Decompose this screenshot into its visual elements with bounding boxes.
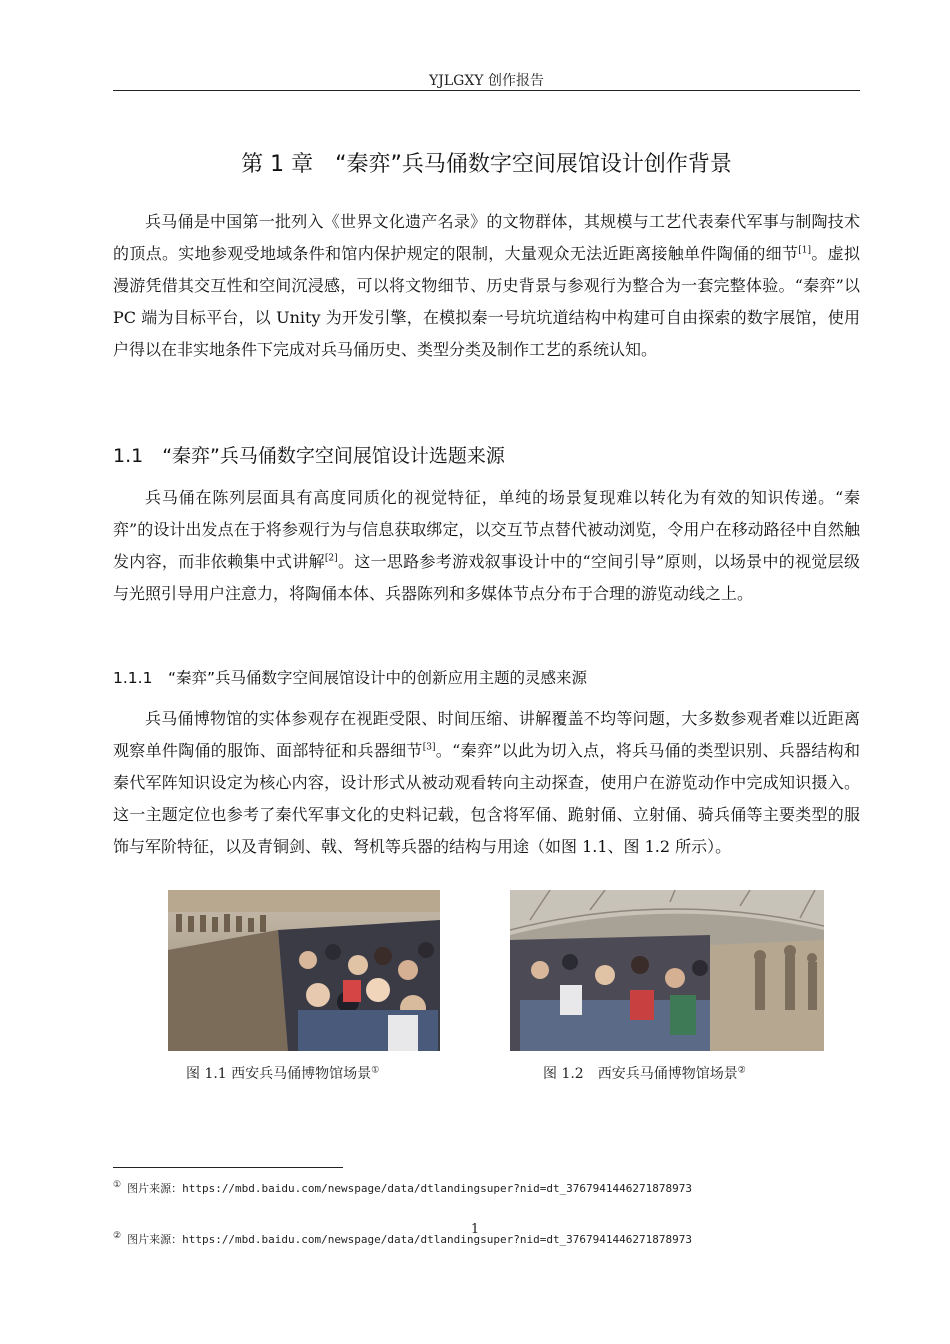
header-rule [113, 90, 860, 91]
footnote-rule [113, 1167, 343, 1168]
section-heading: 1.1 “秦弈”兵马俑数字空间展馆设计选题来源 [113, 445, 505, 467]
figure-1-2-photo [510, 890, 824, 1051]
footnote-1-text: 图片来源：https://mbd.baidu.com/newspage/data/dtlandingsuper?nid=dt_3767941446271878973 [127, 1182, 693, 1195]
intro-text-a: 兵马俑是中国第一批列入《世界文化遗产名录》的文物群体，其规模与工艺代表秦代军事与制陶技术的顶点。实地参观受地域条件和馆内保护规定的限制，大量观众无法近距离接触单件陶俑的细节 [113, 212, 860, 263]
footnote-2-mark: ② [113, 1231, 122, 1242]
figure-1-1-photo [168, 890, 440, 1051]
figure-1-2-caption-text: 图 1.2 西安兵马俑博物馆场景 [543, 1066, 738, 1082]
intro-text-b: 。虚拟漫游凭借其交互性和空间沉浸感，可以将文物细节、历史背景与参观行为整合为一套完整体验。“秦弈”以 PC 端为目标平台，以 Unity 为开发引擎，在模拟秦一号坑坑道结构中构建可自由探索的数字展馆，使用户得以在非实地条件下完成对兵马俑历史、类型分类及制作工艺的系统认知。 [113, 244, 860, 359]
footnote-2-text: 图片来源：https://mbd.baidu.com/newspage/data/dtlandingsuper?nid=dt_3767941446271878973 [127, 1233, 693, 1246]
figure-1-1-note-mark: ① [371, 1065, 380, 1076]
citation-3: [3] [422, 742, 436, 753]
citation-1: [1] [798, 245, 812, 256]
museum-crowd-image [168, 890, 440, 1051]
figure-1-2-caption [543, 1063, 746, 1083]
section-text-b: 。这一思路参考游戏叙事设计中的“空间引导”原则，以场景中的视觉层级与光照引导用户注意力，将陶俑本体、兵器陈列和多媒体节点分布于合理的游览动线之上。 [113, 552, 860, 603]
intro-paragraph [113, 206, 860, 366]
footnote-1-mark: ① [113, 1180, 122, 1191]
museum-hall-image [510, 890, 824, 1051]
footnote-1 [113, 1180, 692, 1196]
subsection-paragraph [113, 703, 860, 863]
section-paragraph [113, 482, 860, 610]
section-text-a: 兵马俑在陈列层面具有高度同质化的视觉特征，单纯的场景复现难以转化为有效的知识传递。“秦弈”的设计出发点在于将参观行为与信息获取绑定，以交互节点替代被动浏览，令用户在移动路径中自然触发内容，而非依赖集中式讲解 [113, 488, 860, 571]
running-header: YJLGXY 创作报告 [429, 73, 544, 89]
subsection-heading: 1.1.1 “秦弈”兵马俑数字空间展馆设计中的创新应用主题的灵感来源 [113, 669, 588, 687]
subsection-text-b: 。“秦弈”以此为切入点，将兵马俑的类型识别、兵器结构和秦代军阵知识设定为核心内容，设计形式从被动观看转向主动探查，使用户在游览动作中完成知识摄入。这一主题定位也参考了秦代军事文化的史料记载，包含将军俑、跪射俑、立射俑、骑兵俑等主要类型的服饰与军阶特征，以及青铜剑、戟、弩机等兵器的结构与用途（如图 1.1、图 1.2 所示）。 [113, 741, 860, 856]
figure-1-1-caption [186, 1063, 379, 1083]
chapter-title: 第 1 章 “秦弈”兵马俑数字空间展馆设计创作背景 [241, 152, 732, 177]
page-number: 1 [470, 1222, 480, 1237]
subsection-text-a: 兵马俑博物馆的实体参观存在视距受限、时间压缩、讲解覆盖不均等问题，大多数参观者难以近距离观察单件陶俑的服饰、面部特征和兵器细节 [113, 709, 860, 760]
citation-2: [2] [324, 553, 338, 564]
figure-1-2-note-mark: ② [737, 1065, 746, 1076]
figure-1-1-caption-text: 图 1.1 西安兵马俑博物馆场景 [186, 1066, 372, 1082]
